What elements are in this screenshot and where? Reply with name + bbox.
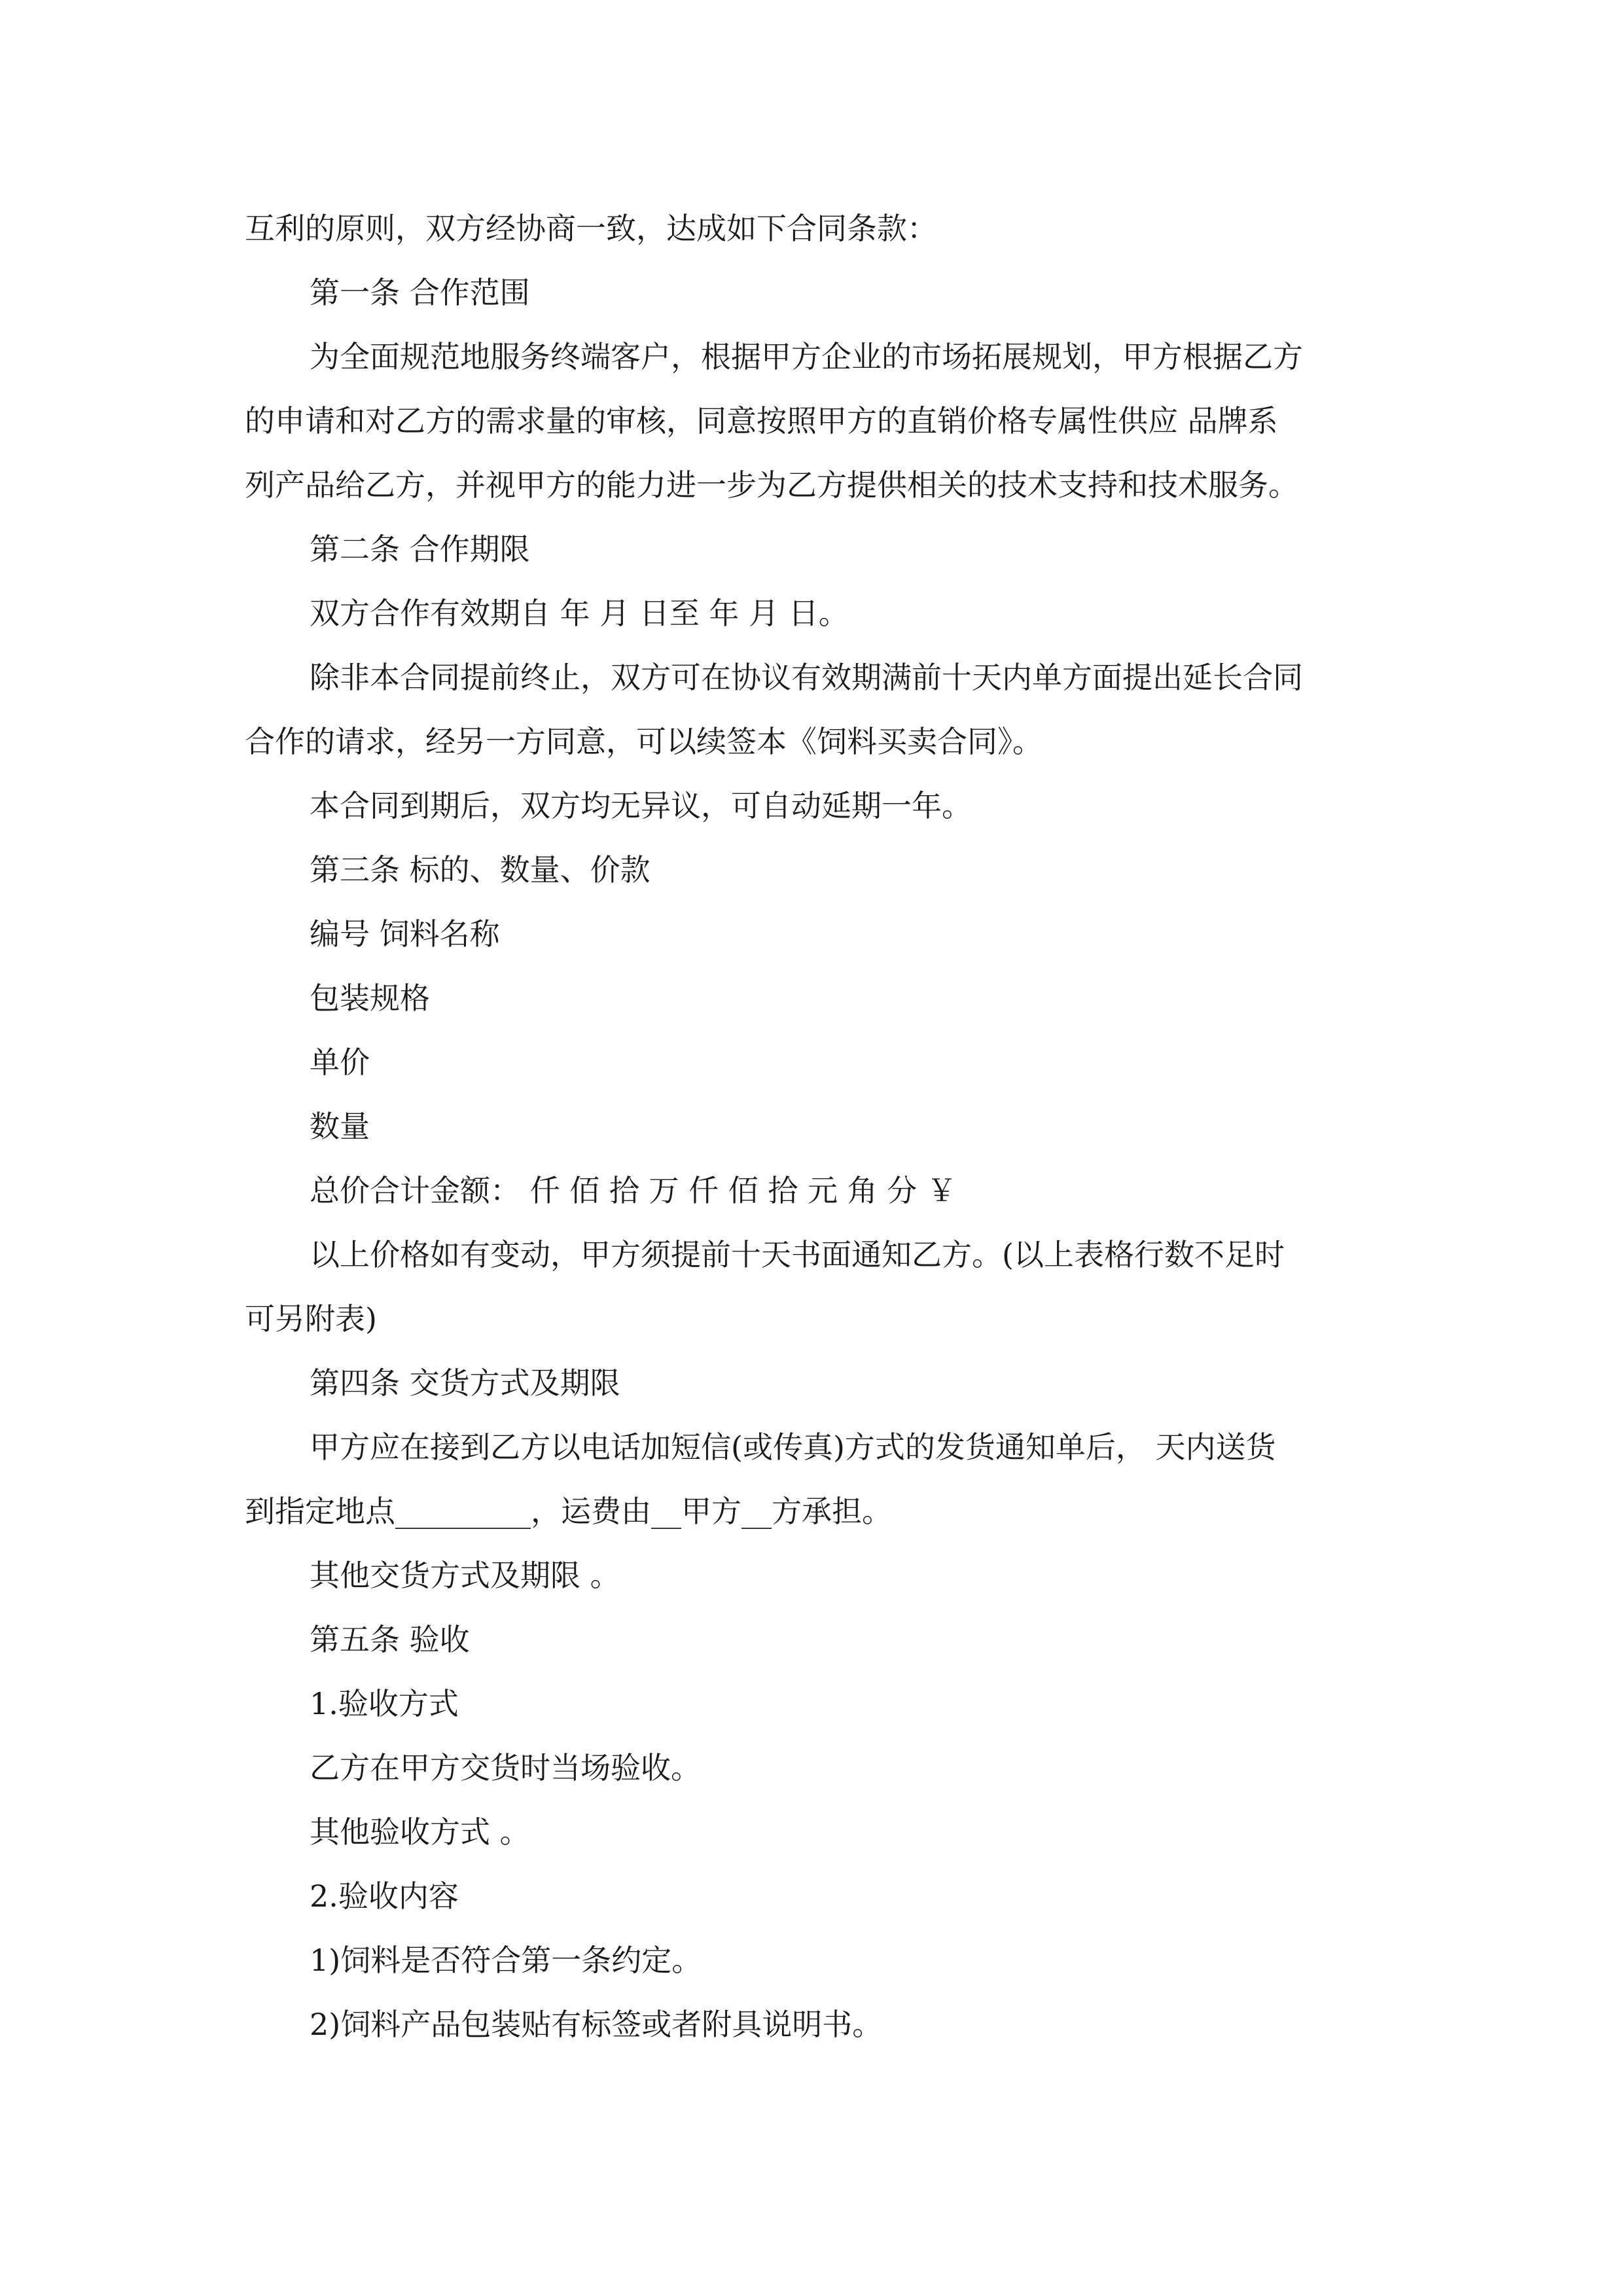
text-line: 1)饲料是否符合第一条约定。 xyxy=(310,1943,702,1978)
text-line: 为全面规范地服务终端客户，根据甲方企业的市场拓展规划，甲方根据乙方 xyxy=(310,339,1303,374)
text-line: 其他交货方式及期限 。 xyxy=(310,1558,620,1593)
text-line: 2)饲料产品包装贴有标签或者附具说明书。 xyxy=(310,2007,883,2042)
text-line: 本合同到期后，双方均无异议，可自动延期一年。 xyxy=(310,788,972,823)
text-line: 除非本合同提前终止，双方可在协议有效期满前十天内单方面提出延长合同 xyxy=(310,660,1303,695)
section-heading: 第五条 验收 xyxy=(310,1622,470,1657)
text-line: 合作的请求，经另一方同意，可以续签本《饲料买卖合同》。 xyxy=(245,724,1043,759)
text-line: 单价 xyxy=(310,1045,370,1080)
text-line: 到指定地点_________，运费由__甲方__方承担。 xyxy=(245,1494,892,1529)
section-heading: 第一条 合作范围 xyxy=(310,275,530,310)
section-heading: 第二条 合作期限 xyxy=(310,531,530,567)
text-line: 可另附表) xyxy=(245,1301,377,1336)
text-line: 的申请和对乙方的需求量的审核，同意按照甲方的直销价格专属性供应 品牌系 xyxy=(245,403,1278,439)
text-line: 乙方在甲方交货时当场验收。 xyxy=(310,1750,701,1785)
section-heading: 第四条 交货方式及期限 xyxy=(310,1365,620,1401)
text-line: 互利的原则，双方经协商一致，达成如下合同条款： xyxy=(245,211,937,246)
text-line: 以上价格如有变动，甲方须提前十天书面通知乙方。(以上表格行数不足时 xyxy=(310,1237,1285,1272)
text-line: 1.验收方式 xyxy=(310,1686,459,1721)
text-line: 编号 饲料名称 xyxy=(310,916,500,952)
text-line: 甲方应在接到乙方以电话加短信(或传真)方式的发货通知单后， 天内送货 xyxy=(310,1429,1276,1465)
section-heading: 第三条 标的、数量、价款 xyxy=(310,852,651,888)
text-line: 其他验收方式 。 xyxy=(310,1814,530,1850)
text-line: 包装规格 xyxy=(310,980,430,1016)
text-line: 双方合作有效期自 年 月 日至 年 月 日。 xyxy=(310,596,849,631)
text-line: 2.验收内容 xyxy=(310,1878,459,1914)
text-line: 总价合计金额： 仟 佰 拾 万 仟 佰 拾 元 角 分 ￥ xyxy=(310,1173,957,1208)
text-line: 列产品给乙方，并视甲方的能力进一步为乙方提供相关的技术支持和技术服务。 xyxy=(245,467,1298,503)
text-line: 数量 xyxy=(310,1109,370,1144)
document-body xyxy=(245,196,1377,2056)
